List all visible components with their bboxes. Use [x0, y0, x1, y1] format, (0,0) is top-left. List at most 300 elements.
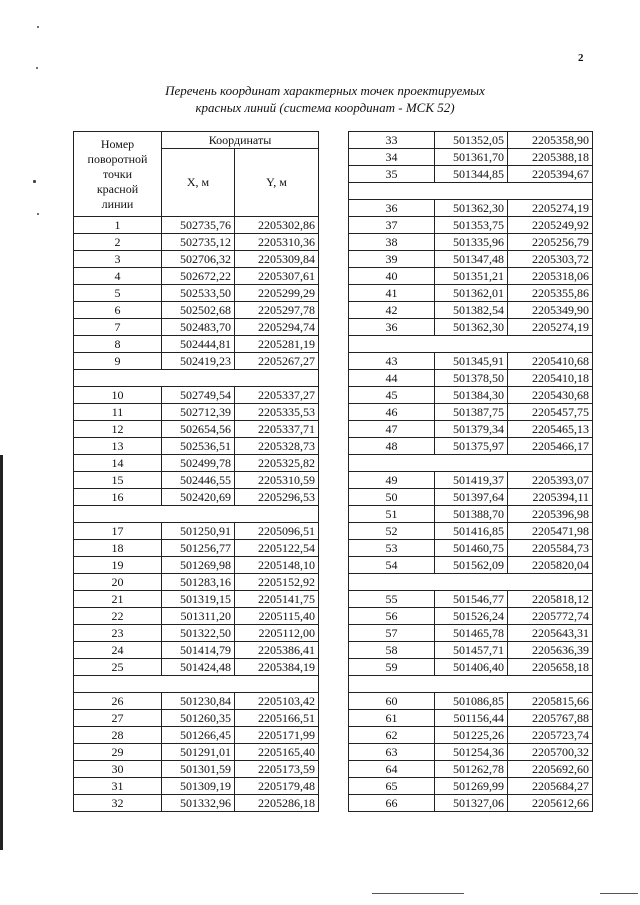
- table-row: [349, 761, 593, 778]
- x-coordinate-cell: 501362,30: [435, 319, 508, 336]
- table-row: [349, 353, 593, 370]
- point-number-cell: 66: [349, 795, 435, 812]
- table-row: [349, 744, 593, 761]
- y-coordinate-cell: 2205249,92: [508, 217, 593, 234]
- table-row: [74, 319, 319, 336]
- point-number-cell: 8: [74, 336, 162, 353]
- table-row: [74, 642, 319, 659]
- table-row: [349, 625, 593, 642]
- y-coordinate-cell: 2205309,84: [235, 251, 319, 268]
- x-coordinate-cell: 501379,34: [435, 421, 508, 438]
- x-coordinate-cell: 501416,85: [435, 523, 508, 540]
- y-coordinate-cell: 2205815,66: [508, 693, 593, 710]
- point-number-cell: 43: [349, 353, 435, 370]
- table-row: [349, 302, 593, 319]
- y-coordinate-cell: 2205643,31: [508, 625, 593, 642]
- x-coordinate-cell: 501230,84: [162, 693, 235, 710]
- y-coordinate-cell: 2205337,27: [235, 387, 319, 404]
- x-coordinate-cell: 501266,45: [162, 727, 235, 744]
- table-row: [74, 353, 319, 370]
- x-coordinate-cell: 501384,30: [435, 387, 508, 404]
- document-title: [0, 82, 640, 116]
- x-coordinate-cell: 501375,97: [435, 438, 508, 455]
- table-row: [74, 778, 319, 795]
- y-coordinate-cell: 2205318,06: [508, 268, 593, 285]
- y-coordinate-cell: 2205700,32: [508, 744, 593, 761]
- point-number-cell: 22: [74, 608, 162, 625]
- x-coordinate-cell: 502444,81: [162, 336, 235, 353]
- point-number-cell: 55: [349, 591, 435, 608]
- y-coordinate-cell: 2205471,98: [508, 523, 593, 540]
- table-row: [349, 404, 593, 421]
- x-coordinate-cell: 501301,59: [162, 761, 235, 778]
- x-coordinate-cell: 501311,20: [162, 608, 235, 625]
- y-coordinate-cell: 2205818,12: [508, 591, 593, 608]
- table-row: [349, 778, 593, 795]
- table-row: [74, 761, 319, 778]
- x-coordinate-cell: 502712,39: [162, 404, 235, 421]
- x-coordinate-cell: 501260,35: [162, 710, 235, 727]
- point-number-cell: 27: [74, 710, 162, 727]
- x-coordinate-cell: 502536,51: [162, 438, 235, 455]
- table-row: [74, 540, 319, 557]
- x-coordinate-cell: 501250,91: [162, 523, 235, 540]
- binding-edge-line: [0, 455, 3, 850]
- x-coordinate-cell: 501419,37: [435, 472, 508, 489]
- table-row: [349, 370, 593, 387]
- separator-cell: [74, 370, 319, 387]
- x-coordinate-cell: 502735,12: [162, 234, 235, 251]
- y-coordinate-cell: 2205299,29: [235, 285, 319, 302]
- coordinates-header: Координаты: [162, 132, 319, 149]
- point-number-cell: 57: [349, 625, 435, 642]
- y-coordinate-cell: 2205103,42: [235, 693, 319, 710]
- table-row: [74, 387, 319, 404]
- table-row: [349, 319, 593, 336]
- table-row: [349, 506, 593, 523]
- separator-cell: [74, 676, 319, 693]
- x-coordinate-cell: 501254,36: [435, 744, 508, 761]
- point-number-cell: 65: [349, 778, 435, 795]
- table-row: [349, 234, 593, 251]
- y-coordinate-cell: 2205171,99: [235, 727, 319, 744]
- x-coordinate-cell: 501353,75: [435, 217, 508, 234]
- point-number-cell: 18: [74, 540, 162, 557]
- y-coordinate-cell: 2205148,10: [235, 557, 319, 574]
- y-coordinate-cell: 2205772,74: [508, 608, 593, 625]
- x-coordinate-cell: 501344,85: [435, 166, 508, 183]
- table-row: [349, 251, 593, 268]
- header-line: точки: [102, 166, 133, 181]
- y-coordinate-cell: 2205396,98: [508, 506, 593, 523]
- table-row: [349, 166, 593, 183]
- x-coordinate-cell: 501382,54: [435, 302, 508, 319]
- table-row: [74, 693, 319, 710]
- x-coordinate-cell: 501335,96: [435, 234, 508, 251]
- y-coordinate-cell: 2205296,53: [235, 489, 319, 506]
- point-number-cell: 7: [74, 319, 162, 336]
- y-coordinate-cell: 2205410,18: [508, 370, 593, 387]
- y-coordinate-cell: 2205286,18: [235, 795, 319, 812]
- coordinates-table-left: [73, 131, 319, 812]
- y-coordinate-cell: 2205297,78: [235, 302, 319, 319]
- table-row: [349, 540, 593, 557]
- point-number-cell: 61: [349, 710, 435, 727]
- y-coordinate-cell: 2205612,66: [508, 795, 593, 812]
- point-number-cell: 25: [74, 659, 162, 676]
- y-coordinate-cell: 2205303,72: [508, 251, 593, 268]
- table-row: [349, 591, 593, 608]
- x-coordinate-cell: 501086,85: [435, 693, 508, 710]
- y-coordinate-cell: 2205141,75: [235, 591, 319, 608]
- point-number-cell: 39: [349, 251, 435, 268]
- y-coordinate-cell: 2205122,54: [235, 540, 319, 557]
- x-coordinate-cell: 501465,78: [435, 625, 508, 642]
- table-row: [349, 693, 593, 710]
- y-coordinate-cell: 2205820,04: [508, 557, 593, 574]
- y-coordinate-cell: 2205294,74: [235, 319, 319, 336]
- x-coordinate-cell: 502706,32: [162, 251, 235, 268]
- table-row: [74, 302, 319, 319]
- y-coordinate-cell: 2205658,18: [508, 659, 593, 676]
- table-row: [74, 795, 319, 812]
- separator-cell: [349, 676, 593, 693]
- table-row: [74, 744, 319, 761]
- y-coordinate-cell: 2205466,17: [508, 438, 593, 455]
- x-coordinate-cell: 501361,70: [435, 149, 508, 166]
- point-number-cell: 45: [349, 387, 435, 404]
- y-coordinate-cell: 2205115,40: [235, 608, 319, 625]
- y-coordinate-cell: 2205267,27: [235, 353, 319, 370]
- separator-cell: [349, 574, 593, 591]
- table-row: [349, 795, 593, 812]
- separator-row: [349, 455, 593, 472]
- point-number-cell: 4: [74, 268, 162, 285]
- x-coordinate-cell: 501256,77: [162, 540, 235, 557]
- x-coordinate-cell: 501156,44: [435, 710, 508, 727]
- separator-row: [349, 574, 593, 591]
- point-number-cell: 21: [74, 591, 162, 608]
- header-line: линии: [101, 196, 134, 211]
- point-number-cell: 46: [349, 404, 435, 421]
- scan-mark: [36, 67, 38, 69]
- point-number-cell: 38: [349, 234, 435, 251]
- y-coordinate-cell: 2205410,68: [508, 353, 593, 370]
- point-number-cell: 28: [74, 727, 162, 744]
- table-row: [349, 608, 593, 625]
- scan-mark: [37, 26, 39, 28]
- point-number-cell: 14: [74, 455, 162, 472]
- x-coordinate-cell: 501351,21: [435, 268, 508, 285]
- y-coordinate-cell: 2205325,82: [235, 455, 319, 472]
- x-coordinate-cell: 501362,01: [435, 285, 508, 302]
- point-number-cell: 44: [349, 370, 435, 387]
- y-coordinate-cell: 2205173,59: [235, 761, 319, 778]
- table-row: [74, 489, 319, 506]
- point-number-cell: 37: [349, 217, 435, 234]
- table-row: [74, 217, 319, 234]
- x-coordinate-cell: 501332,96: [162, 795, 235, 812]
- point-number-cell: 1: [74, 217, 162, 234]
- y-coordinate-cell: 2205096,51: [235, 523, 319, 540]
- table-row: [74, 285, 319, 302]
- x-coordinate-cell: 502446,55: [162, 472, 235, 489]
- table-row: [349, 387, 593, 404]
- x-coordinate-cell: 501262,78: [435, 761, 508, 778]
- separator-row: [349, 183, 593, 200]
- y-header: Y, м: [235, 149, 319, 217]
- x-coordinate-cell: 501397,64: [435, 489, 508, 506]
- table-row: [349, 285, 593, 302]
- table-row: [74, 625, 319, 642]
- x-coordinate-cell: 502502,68: [162, 302, 235, 319]
- y-coordinate-cell: 2205684,27: [508, 778, 593, 795]
- point-number-cell: 48: [349, 438, 435, 455]
- point-number-cell: 12: [74, 421, 162, 438]
- table-row: [74, 251, 319, 268]
- separator-row: [349, 676, 593, 693]
- x-coordinate-cell: 501225,26: [435, 727, 508, 744]
- x-coordinate-cell: 501424,48: [162, 659, 235, 676]
- table-body-right: [349, 132, 593, 812]
- y-coordinate-cell: 2205310,59: [235, 472, 319, 489]
- x-coordinate-cell: 501546,77: [435, 591, 508, 608]
- x-coordinate-cell: 501414,79: [162, 642, 235, 659]
- point-number-cell: 42: [349, 302, 435, 319]
- x-coordinate-cell: 501362,30: [435, 200, 508, 217]
- x-coordinate-cell: 501309,19: [162, 778, 235, 795]
- table-body-left: [74, 217, 319, 812]
- y-coordinate-cell: 2205355,86: [508, 285, 593, 302]
- y-coordinate-cell: 2205386,41: [235, 642, 319, 659]
- point-number-cell: 41: [349, 285, 435, 302]
- point-number-cell: 19: [74, 557, 162, 574]
- table-row: [349, 642, 593, 659]
- table-row: [349, 727, 593, 744]
- page-number: 2: [578, 52, 584, 64]
- y-coordinate-cell: 2205256,79: [508, 234, 593, 251]
- x-coordinate-cell: 502419,23: [162, 353, 235, 370]
- signature-line: [600, 893, 638, 894]
- table-row: [74, 336, 319, 353]
- x-coordinate-cell: 501562,09: [435, 557, 508, 574]
- point-number-cell: 53: [349, 540, 435, 557]
- y-coordinate-cell: 2205281,19: [235, 336, 319, 353]
- x-coordinate-cell: 502499,78: [162, 455, 235, 472]
- x-coordinate-cell: 501322,50: [162, 625, 235, 642]
- y-coordinate-cell: 2205358,90: [508, 132, 593, 149]
- point-number-cell: 17: [74, 523, 162, 540]
- header-line: поворотной: [87, 151, 148, 166]
- point-number-cell: 11: [74, 404, 162, 421]
- y-coordinate-cell: 2205388,18: [508, 149, 593, 166]
- point-number-cell: 36: [349, 200, 435, 217]
- point-number-cell: 13: [74, 438, 162, 455]
- y-coordinate-cell: 2205394,67: [508, 166, 593, 183]
- y-coordinate-cell: 2205636,39: [508, 642, 593, 659]
- x-coordinate-cell: 502654,56: [162, 421, 235, 438]
- point-number-cell: 15: [74, 472, 162, 489]
- separator-cell: [349, 336, 593, 353]
- title-line-2: красных линий (система координат - МСК 52): [195, 100, 455, 115]
- x-coordinate-cell: 502533,50: [162, 285, 235, 302]
- y-coordinate-cell: 2205393,07: [508, 472, 593, 489]
- x-coordinate-cell: 502420,69: [162, 489, 235, 506]
- y-coordinate-cell: 2205274,19: [508, 319, 593, 336]
- y-coordinate-cell: 2205310,36: [235, 234, 319, 251]
- point-number-cell: 29: [74, 744, 162, 761]
- y-coordinate-cell: 2205152,92: [235, 574, 319, 591]
- table-row: [74, 455, 319, 472]
- x-coordinate-cell: 502735,76: [162, 217, 235, 234]
- table-row: [349, 659, 593, 676]
- table-row: [349, 472, 593, 489]
- x-coordinate-cell: 501291,01: [162, 744, 235, 761]
- x-coordinate-cell: 501378,50: [435, 370, 508, 387]
- point-number-cell: 51: [349, 506, 435, 523]
- x-coordinate-cell: 501345,91: [435, 353, 508, 370]
- x-header: X, м: [162, 149, 235, 217]
- y-coordinate-cell: 2205165,40: [235, 744, 319, 761]
- separator-cell: [349, 183, 593, 200]
- signature-line: [372, 893, 464, 894]
- table-row: [349, 557, 593, 574]
- point-number-cell: 49: [349, 472, 435, 489]
- y-coordinate-cell: 2205337,71: [235, 421, 319, 438]
- point-number-cell: 34: [349, 149, 435, 166]
- separator-row: [349, 336, 593, 353]
- table-row: [74, 608, 319, 625]
- table-row: [74, 727, 319, 744]
- table-row: [74, 472, 319, 489]
- x-coordinate-cell: 501457,71: [435, 642, 508, 659]
- y-coordinate-cell: 2205274,19: [508, 200, 593, 217]
- table-row: [74, 523, 319, 540]
- y-coordinate-cell: 2205384,19: [235, 659, 319, 676]
- x-coordinate-cell: 501460,75: [435, 540, 508, 557]
- point-number-cell: 20: [74, 574, 162, 591]
- table-row: [349, 132, 593, 149]
- x-coordinate-cell: 501406,40: [435, 659, 508, 676]
- table-row: [74, 710, 319, 727]
- point-number-cell: 23: [74, 625, 162, 642]
- header-line: красной: [96, 181, 139, 196]
- y-coordinate-cell: 2205328,73: [235, 438, 319, 455]
- y-coordinate-cell: 2205723,74: [508, 727, 593, 744]
- table-row: [74, 438, 319, 455]
- y-coordinate-cell: 2205112,00: [235, 625, 319, 642]
- x-coordinate-cell: 501347,48: [435, 251, 508, 268]
- point-number-cell: 16: [74, 489, 162, 506]
- table-row: [349, 200, 593, 217]
- table-row: [349, 268, 593, 285]
- x-coordinate-cell: 501526,24: [435, 608, 508, 625]
- separator-row: [74, 506, 319, 523]
- y-coordinate-cell: 2205394,11: [508, 489, 593, 506]
- x-coordinate-cell: 501319,15: [162, 591, 235, 608]
- table-row: [349, 149, 593, 166]
- point-number-cell: 32: [74, 795, 162, 812]
- point-number-cell: 56: [349, 608, 435, 625]
- point-number-cell: 40: [349, 268, 435, 285]
- separator-cell: [74, 506, 319, 523]
- y-coordinate-cell: 2205302,86: [235, 217, 319, 234]
- point-number-cell: 10: [74, 387, 162, 404]
- table-row: [74, 574, 319, 591]
- y-coordinate-cell: 2205335,53: [235, 404, 319, 421]
- separator-cell: [349, 455, 593, 472]
- table-row: [349, 421, 593, 438]
- x-coordinate-cell: 502749,54: [162, 387, 235, 404]
- point-number-cell: 64: [349, 761, 435, 778]
- table-row: [74, 268, 319, 285]
- x-coordinate-cell: 501327,06: [435, 795, 508, 812]
- point-number-cell: 63: [349, 744, 435, 761]
- point-number-cell: 3: [74, 251, 162, 268]
- scan-mark: [33, 180, 36, 183]
- point-number-cell: 47: [349, 421, 435, 438]
- point-number-cell: 31: [74, 778, 162, 795]
- table-row: [349, 217, 593, 234]
- point-number-cell: 33: [349, 132, 435, 149]
- x-coordinate-cell: 501269,98: [162, 557, 235, 574]
- point-number-cell: 6: [74, 302, 162, 319]
- x-coordinate-cell: 501352,05: [435, 132, 508, 149]
- y-coordinate-cell: 2205692,60: [508, 761, 593, 778]
- y-coordinate-cell: 2205457,75: [508, 404, 593, 421]
- point-number-cell: 58: [349, 642, 435, 659]
- y-coordinate-cell: 2205166,51: [235, 710, 319, 727]
- point-number-cell: 26: [74, 693, 162, 710]
- point-number-cell: 52: [349, 523, 435, 540]
- point-number-header: [74, 132, 162, 217]
- point-number-cell: 50: [349, 489, 435, 506]
- y-coordinate-cell: 2205767,88: [508, 710, 593, 727]
- y-coordinate-cell: 2205430,68: [508, 387, 593, 404]
- point-number-cell: 35: [349, 166, 435, 183]
- x-coordinate-cell: 502483,70: [162, 319, 235, 336]
- point-number-cell: 9: [74, 353, 162, 370]
- y-coordinate-cell: 2205465,13: [508, 421, 593, 438]
- x-coordinate-cell: 501283,16: [162, 574, 235, 591]
- coordinates-table-right: [348, 131, 593, 812]
- point-number-cell: 24: [74, 642, 162, 659]
- point-number-cell: 30: [74, 761, 162, 778]
- scan-mark: [37, 213, 39, 215]
- point-number-cell: 36: [349, 319, 435, 336]
- table-row: [74, 557, 319, 574]
- y-coordinate-cell: 2205179,48: [235, 778, 319, 795]
- table-row: [349, 489, 593, 506]
- point-number-cell: 54: [349, 557, 435, 574]
- table-row: [74, 234, 319, 251]
- table-row: [74, 404, 319, 421]
- table-row: [349, 710, 593, 727]
- point-number-cell: 62: [349, 727, 435, 744]
- y-coordinate-cell: 2205584,73: [508, 540, 593, 557]
- table-row: [74, 591, 319, 608]
- point-number-cell: 5: [74, 285, 162, 302]
- x-coordinate-cell: 502672,22: [162, 268, 235, 285]
- point-number-cell: 2: [74, 234, 162, 251]
- x-coordinate-cell: 501387,75: [435, 404, 508, 421]
- header-line: Номер: [100, 136, 135, 151]
- y-coordinate-cell: 2205349,90: [508, 302, 593, 319]
- title-line-1: Перечень координат характерных точек проектируемых: [165, 83, 485, 98]
- x-coordinate-cell: 501388,70: [435, 506, 508, 523]
- separator-row: [74, 370, 319, 387]
- y-coordinate-cell: 2205307,61: [235, 268, 319, 285]
